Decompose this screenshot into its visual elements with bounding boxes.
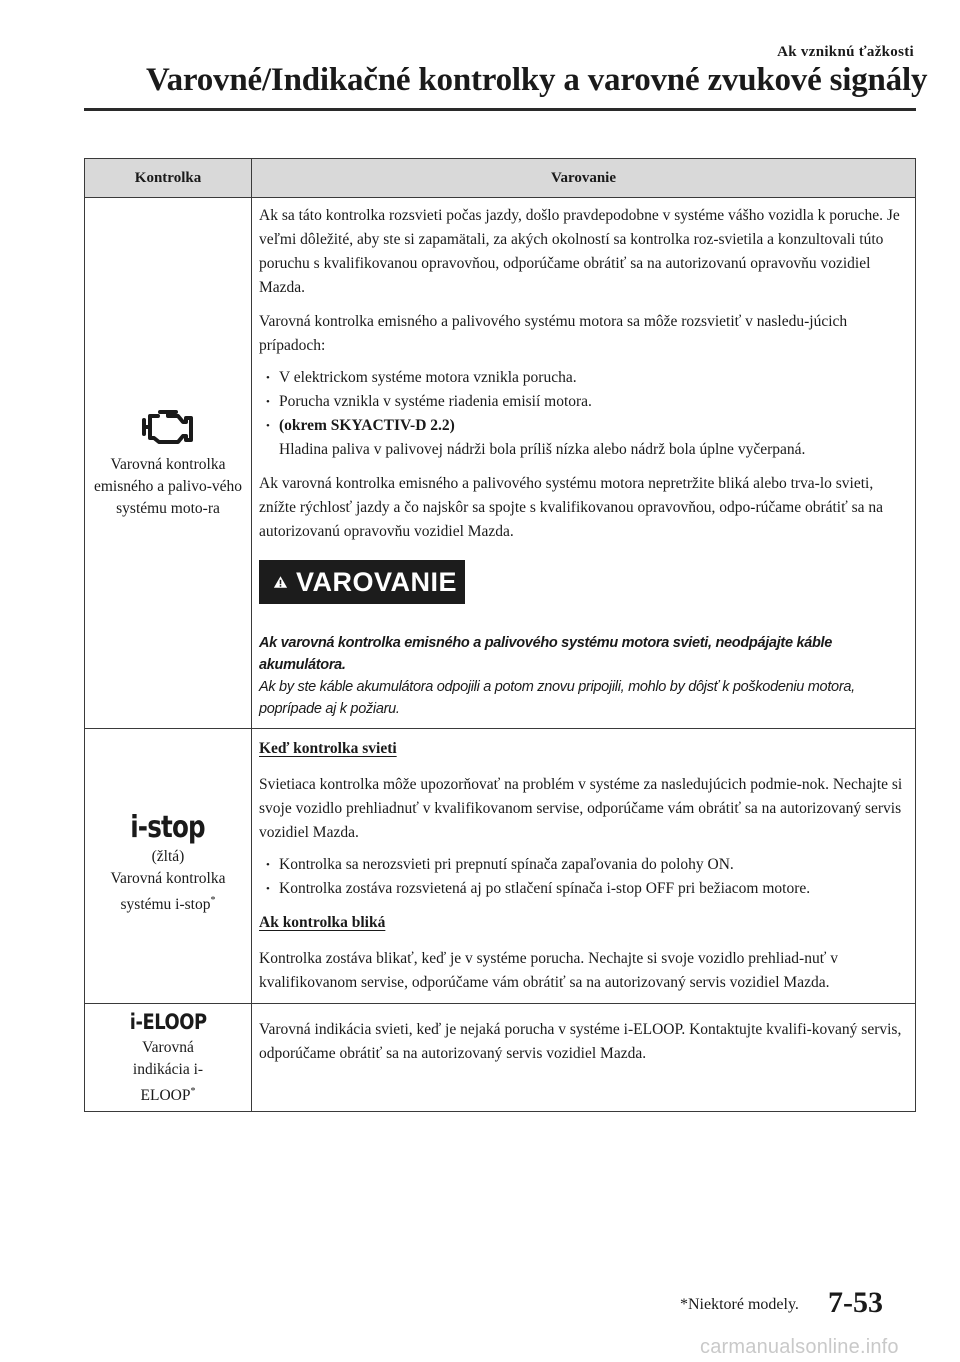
paragraph: Varovná kontrolka emisného a palivového systému motora sa môže rozsvietiť v nasledu-júcich prípadoch: (259, 313, 848, 354)
lamp-caption: Varovná indikácia i-ELOOP* (132, 1039, 204, 1105)
bullet-list (259, 853, 907, 901)
list-item-text: Hladina paliva v palivovej nádrži bola príliš nízka alebo nádrž bola úplne vyčerpaná. (279, 441, 806, 458)
paragraph: Kontrolka zostáva blikať, keď je v systéme porucha. Nechajte si svoje vozidlo prehliad-nuť v kvalifikovanom servise, odporúčame vám obrátiť sa na autorizovaný servis vozidiel Mazda. (259, 950, 838, 991)
footnote-mark: * (210, 894, 216, 906)
paragraph: Ak varovná kontrolka emisného a palivového systému motora nepretržite bliká alebo trva-lo svieti, znížte rýchlosť jazdy a čo najskôr sa spojte s kvalifikovanou opravovňou, odpo-rúčame obrátiť sa na autorizovanú opravovňu vozidiel Mazda. (259, 475, 884, 540)
paragraph: Ak sa táto kontrolka rozsvieti počas jazdy, došlo pravdepodobne v systéme vášho vozidla k poruche. Je veľmi dôležité, aby ste si zapamätali, za akých okolností sa kontrolka roz-svietila a konzultovali túto poruchu s kvalifikovanou opravovňou, odporúčame obrátiť sa na autorizovanú opravovňu vozidiel Mazda. (259, 207, 900, 296)
list-item: • Porucha vznikla v systéme riadenia emisií motora. (259, 390, 907, 414)
list-item (259, 414, 907, 462)
engine-check-icon (140, 406, 196, 446)
lamp-cell (85, 198, 252, 729)
subheading-blinking: Ak kontrolka bliká (259, 914, 386, 931)
warning-triangle-icon (273, 567, 288, 597)
warning-label: VAROVANIE (295, 567, 457, 597)
watermark: carmanualsonline.info (700, 1336, 899, 1358)
column-header-warning: Varovanie (252, 159, 916, 198)
list-item: • Kontrolka zostáva rozsvietená aj po stlačení spínača i-stop OFF pri bežiacom motore. (259, 877, 907, 901)
section-label: Ak vzniknú ťažkosti (777, 44, 914, 60)
istop-logo-icon: i-stop (130, 809, 206, 845)
lamp-cell (85, 729, 252, 1004)
page-number: 7-53 (828, 1286, 883, 1319)
footnote-mark: * (190, 1086, 196, 1097)
page-title: Varovné/Indikačné kontrolky a varovné zvukové signály (146, 62, 928, 98)
lamp-color-note: (žltá) (151, 847, 185, 865)
table-row (85, 729, 916, 1004)
title-divider (84, 108, 916, 111)
warning-cell (252, 729, 916, 1004)
paragraph: Svietiaca kontrolka môže upozorňovať na problém v systéme za nasledujúcich podmie-nok. Nechajte si svoje vozidlo prehliadnuť v kvalifikovanom servise, odporúčame vám obrátiť sa na autorizovaný servis vozidiel Mazda. (259, 776, 903, 841)
warning-lamp-table (84, 158, 916, 1112)
lamp-caption: Varovná kontrolka emisného a palivo-vého systému moto-ra (93, 456, 243, 517)
warning-detail: Ak by ste káble akumulátora odpojili a potom znovu pripojili, mohlo by dôjsť k poškodeniu motora, poprípade aj k požiaru. (259, 679, 855, 717)
warning-badge (259, 560, 465, 604)
table-header-row (85, 159, 916, 198)
footnote: *Niektoré modely. (680, 1296, 799, 1313)
table-row (85, 198, 916, 729)
table-row (85, 1004, 916, 1112)
warning-cell (252, 198, 916, 729)
bullet-list (259, 366, 907, 462)
column-header-lamp: Kontrolka (85, 159, 252, 198)
warning-text (259, 632, 907, 720)
ieloop-logo-icon: i-ELOOP (129, 1010, 207, 1034)
lamp-cell (85, 1004, 252, 1112)
lamp-caption: Varovná kontrolka systému i-stop* (110, 869, 226, 914)
list-item: • V elektrickom systéme motora vznikla porucha. (259, 366, 907, 390)
list-item: • Kontrolka sa nerozsvieti pri prepnutí spínača zapaľovania do polohy ON. (259, 853, 907, 877)
warning-emphasis: Ak varovná kontrolka emisného a palivového systému motora svieti, neodpájajte káble akumulátora. (259, 635, 833, 673)
list-item-heading: (okrem SKYACTIV-D 2.2) (279, 417, 455, 434)
paragraph: Varovná indikácia svieti, keď je nejaká porucha v systéme i-ELOOP. Kontaktujte kvalifi-kovaný servis, odporúčame obrátiť sa na autorizovaný servis vozidiel Mazda. (259, 1021, 902, 1062)
warning-cell (252, 1004, 916, 1112)
subheading-on: Keď kontrolka svieti (259, 740, 397, 757)
